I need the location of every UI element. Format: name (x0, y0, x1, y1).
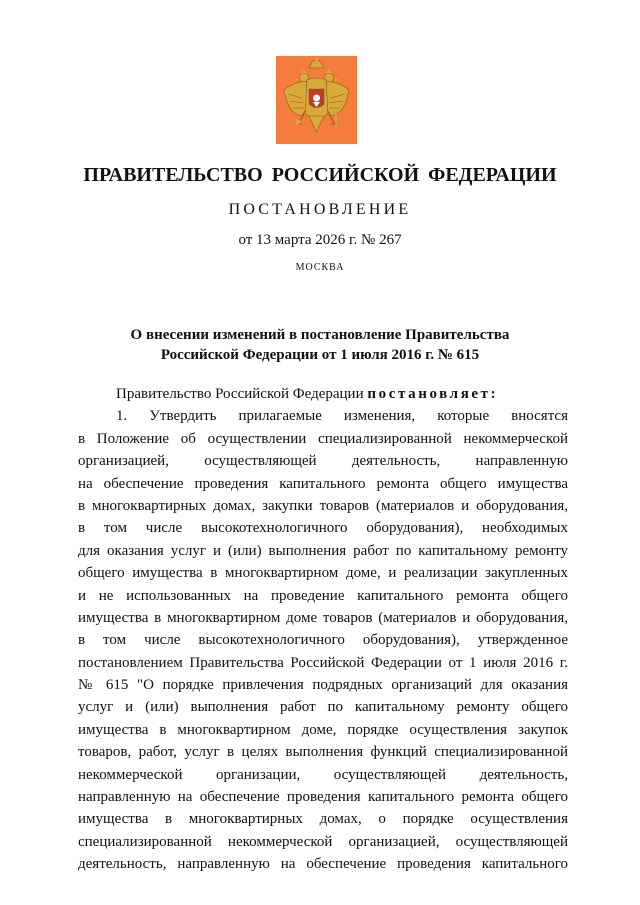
intro-line (78, 383, 568, 405)
paragraph-line: в том числе высокотехнологичного оборудования), утвержденное (78, 632, 568, 649)
document-date: от 13 марта 2026 г. № 267 (238, 232, 402, 248)
paragraph-line: для оказания услуг и (или) выполнения работ по капитальному ремонту (78, 542, 568, 559)
paragraph-line: в многоквартирных домах, закупки товаров (материалов и оборудования, (78, 497, 568, 514)
coat-of-arms-icon (276, 56, 357, 144)
paragraph-line: деятельность, направленную на обеспечение проведения капитального (78, 856, 568, 873)
paragraph-line: общего имущества в многоквартирном доме, и реализации закупленных (78, 565, 568, 582)
heading-line: О внесении изменений в постановление Правительства (130, 327, 510, 343)
paragraph-line: имущества в многоквартирных домах, о порядке осуществления (78, 811, 568, 828)
paragraph-line: товаров, работ, услуг в целях выполнения функций специализированной (78, 744, 568, 761)
paragraph-line: в том числе высокотехнологичного оборудования), необходимых (78, 520, 568, 537)
paragraph-line: имущества в многоквартирном доме товаров (материалов и оборудования, (78, 609, 568, 626)
paragraph-line: услуг и (или) выполнения работ по капитальному ремонту общего (78, 699, 568, 716)
heading-line: Российской Федерации от 1 июля 2016 г. № 615 (160, 347, 480, 363)
paragraph-line: в Положение об осуществлении специализированной некоммерческой (78, 430, 568, 447)
city-label: МОСКВА (295, 262, 345, 273)
paragraph-line: 1. Утвердить прилагаемые изменения, которые вносятся (116, 408, 568, 425)
paragraph-line: и не использованных на проведение капитального ремонта общего (78, 587, 568, 604)
document-body (78, 383, 568, 876)
paragraph-line: имущества в многоквартирном доме, порядке осуществления закупок (78, 721, 568, 738)
document-heading (0, 325, 640, 365)
paragraph-line: некоммерческой организации, осуществляющей деятельность, (78, 766, 568, 783)
paragraph-line: специализированной некоммерческой организацией, осуществляющей (78, 833, 568, 850)
paragraph-line: на обеспечение проведения капитального ремонта общего имущества (78, 475, 568, 492)
paragraph-line: постановлением Правительства Российской Федерации от 1 июля 2016 г. (78, 654, 568, 671)
paragraph-line: № 615 "О порядке привлечения подрядных организаций для оказания (78, 677, 568, 694)
document-type: ПОСТАНОВЛЕНИЕ (228, 201, 412, 218)
paragraph-line: организацией, осуществляющей деятельность, направленную (78, 453, 568, 470)
intro-keyword: постановляет: (367, 386, 499, 402)
organization-title: ПРАВИТЕЛЬСТВО РОССИЙСКОЙ ФЕДЕРАЦИИ (83, 164, 557, 186)
intro-text: Правительство Российской Федерации (116, 386, 364, 402)
paragraph-line: направленную на обеспечение проведения капитального ремонта общего (78, 789, 568, 806)
